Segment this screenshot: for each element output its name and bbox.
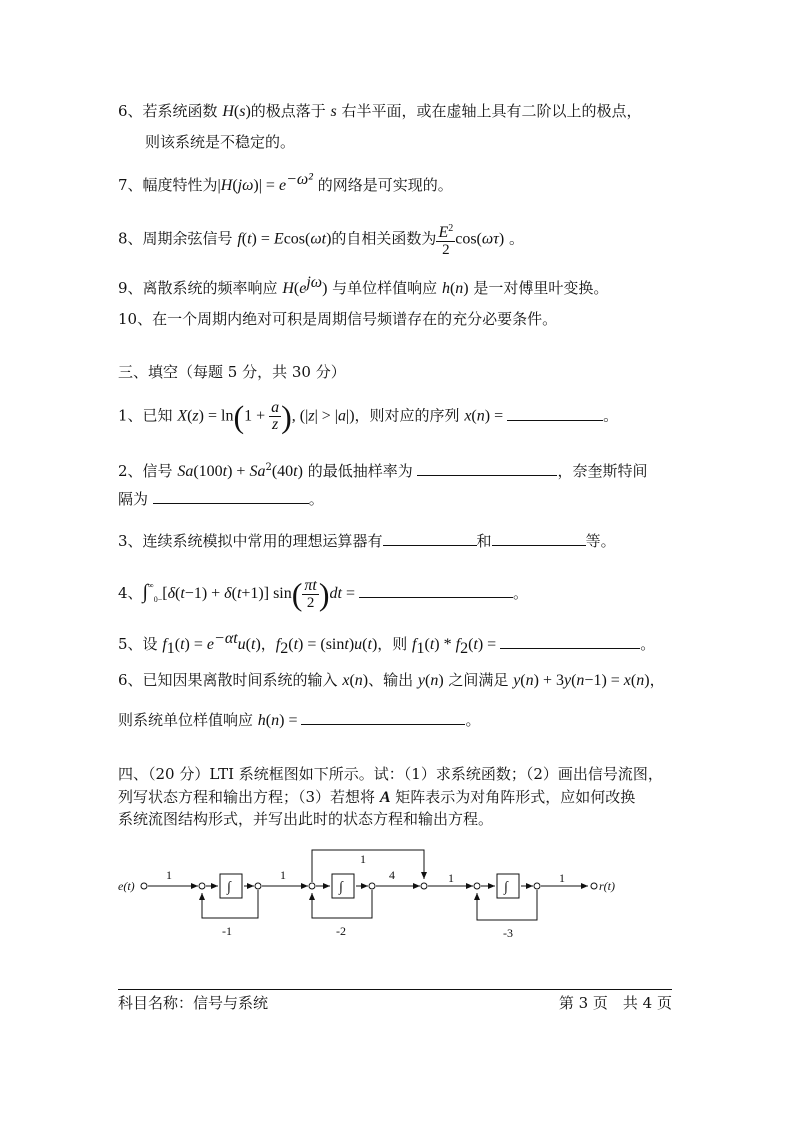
footer-rule	[118, 989, 672, 990]
section4-line2: 列写状态方程和输出方程；（3）若想将 A 矩阵表示为对角阵形式，应如何改换	[118, 788, 636, 806]
integrator-symbol-1: ∫	[227, 880, 231, 895]
fill-q3: 3、连续系统模拟中常用的理想运算器有 和 等。	[118, 532, 616, 550]
gain-out-label: 1	[559, 871, 565, 885]
judge-q6-line1: 6、若系统函数 H(s)的极点落于 s 右半平面，或在虚轴上具有二阶以上的极点，	[118, 102, 642, 120]
feedback-2-label: -2	[336, 924, 346, 938]
footer-page: 第 3 页 共 4 页	[558, 994, 672, 1012]
fill-q4: 4、$\int^\infty_{0-}[\delta(t-1) + \delta(t+1)]$ sin( $\frac{\pi t}{2}$ )dt = 。	[118, 576, 529, 612]
integrator-symbol-2: ∫	[339, 880, 343, 895]
feedback-3-label: -3	[503, 926, 513, 940]
fill-q6-line2: 则系统单位样值响应 h(n) = 。	[118, 711, 481, 729]
integrator-3	[497, 874, 519, 898]
input-label: e(t)	[118, 879, 135, 893]
integrator-symbol-3: ∫	[504, 880, 508, 895]
judge-q7: 7、幅度特性为$|H(j\omega)| = e^{-\omega^2}$ 的网络是可实现的。	[118, 171, 453, 194]
integrator-1	[220, 874, 242, 898]
section3-title: 三、填空（每题 5 分，共 30 分）	[118, 363, 346, 381]
judge-q8: 8、周期余弦信号 f(t) = Ecos(ωt)的自相关函数为 $\frac{E^2}{2}$ cos(ωτ) 。	[118, 223, 525, 258]
gain-top-label: 1	[360, 852, 366, 866]
fill-q2-line1: 2、信号 $Sa(100t) + Sa^2(40t)$ 的最低抽样率为 ，奈奎斯特间	[118, 462, 648, 480]
section4-line1: 四、（20 分）LTI 系统框图如下所示。试：（1）求系统函数；（2）画出信号流图，	[118, 765, 663, 783]
feedback-1-label: -1	[222, 924, 232, 938]
footer-subject: 科目名称：信号与系统	[118, 994, 269, 1012]
fill-q6-line1: 6、已知因果离散时间系统的输入 x(n)、输出 y(n) 之间满足 y(n) + 3y(n−1) = x(n)，	[118, 671, 665, 689]
fill-q1: 1、已知 X(z) = ln(1 + $\frac{a}{z}$ ), (|z| > |a|)，则对应的序列 x(n) = 。	[118, 398, 619, 435]
gain-after-label: 1	[448, 871, 454, 885]
fill-q2-line2: 隔为 。	[118, 490, 324, 508]
system-block-diagram	[110, 843, 630, 943]
gain-4-label: 4	[389, 868, 395, 882]
integrator-2	[332, 874, 354, 898]
judge-q9: 9、离散系统的频率响应 $H(e^{j\omega})$ 与单位样值响应 h(n) 是一对傅里叶变换。	[118, 274, 609, 297]
fill-q5: 5、设 $f_1(t) = e^{-\alpha t}u(t)$，$f_2(t) = (\sin t)u(t)$，则 $f_1(t) * f_2(t)$ = 。	[118, 630, 656, 657]
gain-mid-label: 1	[280, 868, 286, 882]
judge-q10: 10、在一个周期内绝对可积是周期信号频谱存在的充分必要条件。	[118, 310, 558, 328]
output-label: r(t)	[599, 879, 615, 893]
judge-q6-line2: 则该系统是不稳定的。	[145, 133, 296, 151]
section4-line3: 系统流图结构形式，并写出此时的状态方程和输出方程。	[118, 810, 494, 828]
gain-in-label: 1	[166, 868, 172, 882]
